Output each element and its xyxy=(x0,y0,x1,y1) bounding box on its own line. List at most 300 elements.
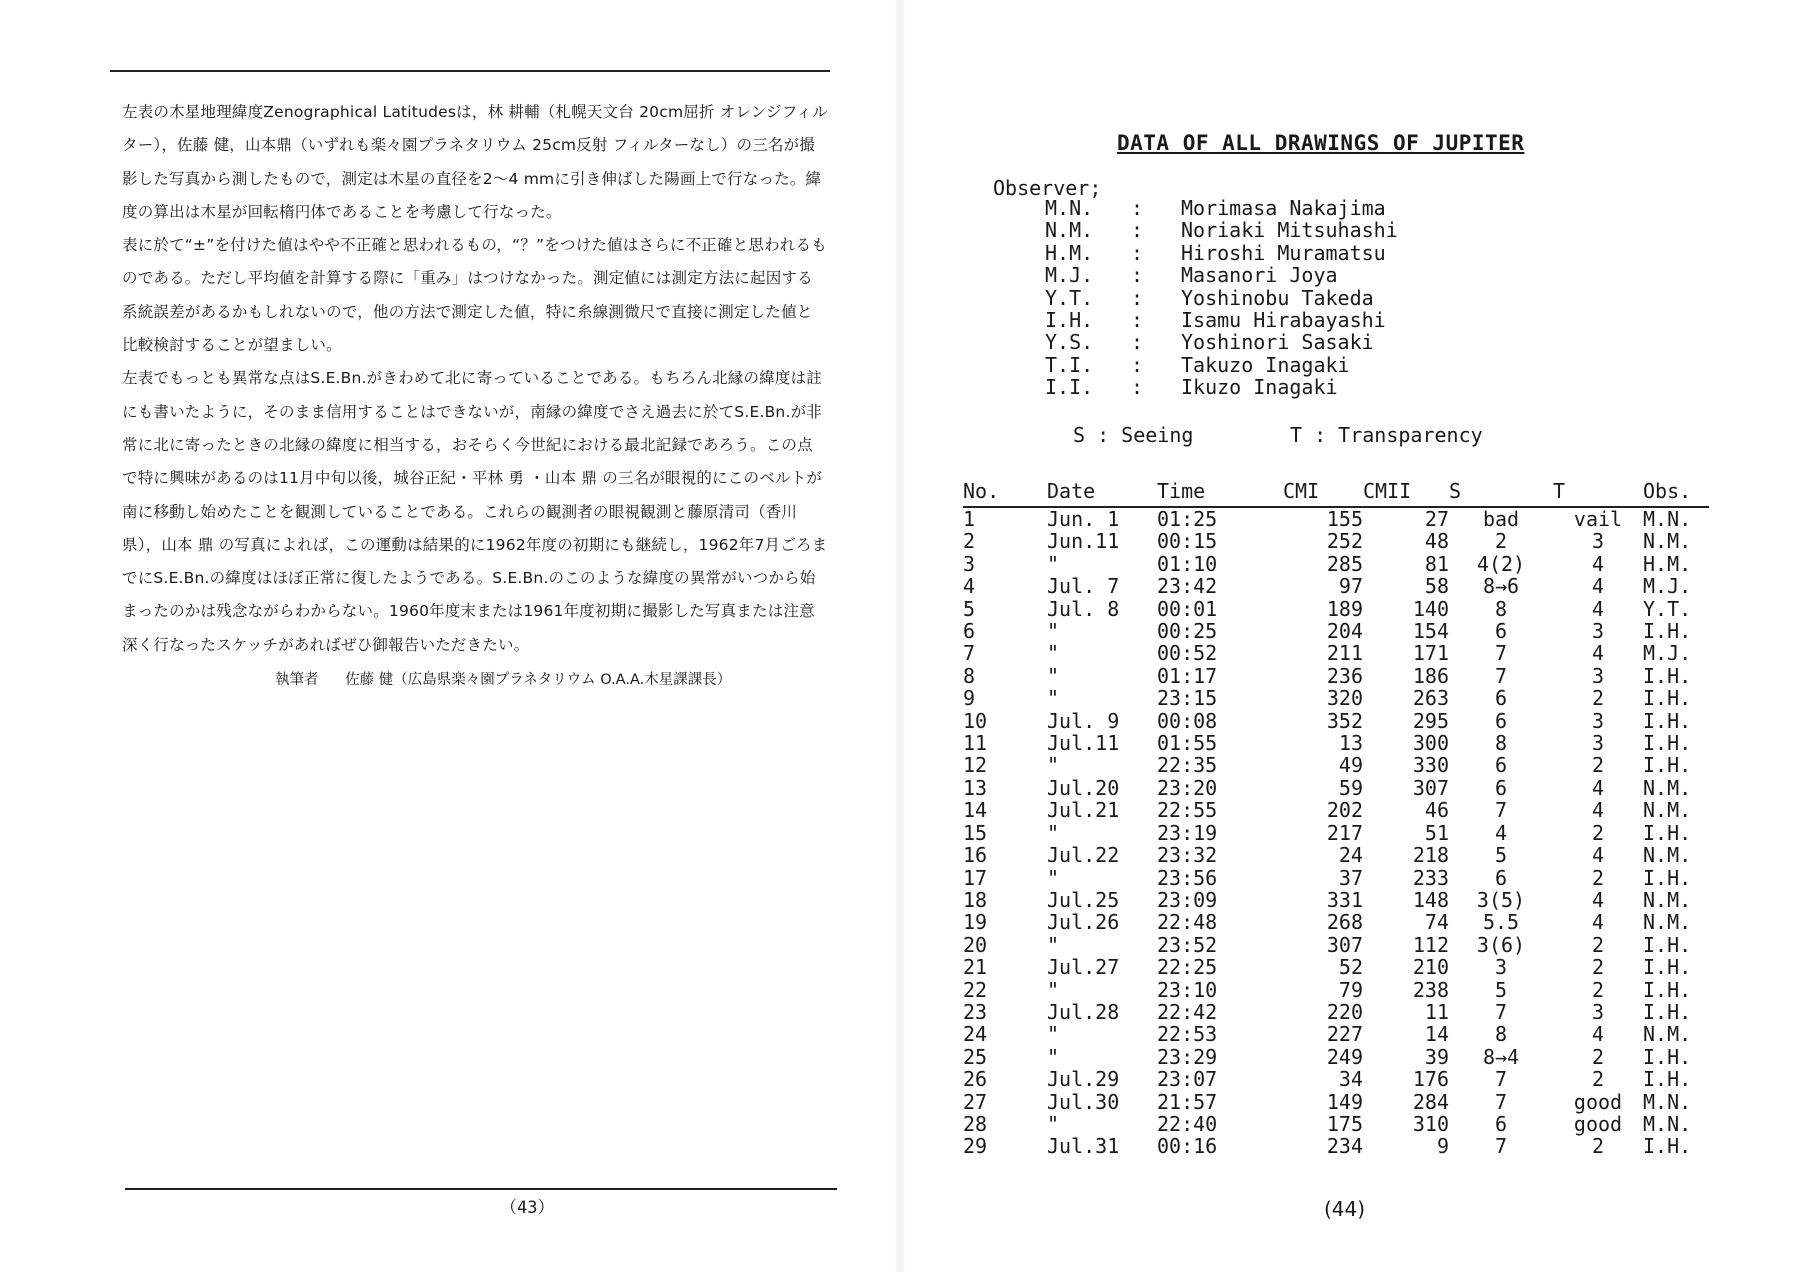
table-row xyxy=(963,934,1709,956)
col-header-seeing: S xyxy=(1449,476,1553,507)
cell-date: " xyxy=(1047,932,1060,957)
cell-no: 9 xyxy=(963,686,976,711)
cell-transparency: good xyxy=(1573,1111,1623,1136)
observer-name: Yoshinori Sasaki xyxy=(1181,330,1374,355)
cell-no: 21 xyxy=(963,955,988,980)
cell-observer: I.H. xyxy=(1643,731,1692,756)
cell-no: 27 xyxy=(963,1089,988,1114)
table-row xyxy=(963,911,1709,933)
paragraph-2: 表に於て“±”を付けた値はやや不正確と思われるもの，“？”をつけた値はさらに不正確と思われるものである。ただし平均値を計算する際に「重み」はつけなかった。測定値には測定方法に起因する系統誤差があるかもしれないので，他の方法で測定した値，特に糸線測微尺で直接に測定した値と比較検討することが望ましい。 xyxy=(122,236,827,355)
cell-no: 1 xyxy=(963,507,976,531)
observer-colon: : xyxy=(1131,285,1144,310)
cell-cmi: 49 xyxy=(1338,753,1363,778)
cell-cmii: 81 xyxy=(1424,551,1449,576)
cell-cmi: 149 xyxy=(1326,1089,1363,1114)
cell-cmi: 24 xyxy=(1338,843,1363,868)
table-row xyxy=(963,1091,1709,1113)
cell-date: " xyxy=(1047,865,1060,890)
cell-no: 22 xyxy=(963,977,988,1002)
cell-cmii: 310 xyxy=(1412,1111,1449,1136)
cell-cmi: 211 xyxy=(1326,641,1363,666)
cell-transparency: 4 xyxy=(1591,641,1605,666)
cell-transparency: 4 xyxy=(1591,551,1605,576)
observer-name: Ikuzo Inagaki xyxy=(1181,375,1338,400)
cell-no: 18 xyxy=(963,887,988,912)
cell-cmi: 155 xyxy=(1326,507,1363,531)
observer-name: Yoshinobu Takeda xyxy=(1181,285,1374,310)
observer-name: Masanori Joya xyxy=(1181,263,1338,288)
cell-cmi: 217 xyxy=(1326,820,1363,845)
cell-observer: M.N. xyxy=(1643,1089,1692,1114)
cell-transparency: 4 xyxy=(1591,887,1605,912)
cell-time: 23:42 xyxy=(1157,574,1218,599)
cell-cmi: 189 xyxy=(1326,596,1363,621)
table-header-row xyxy=(963,476,1709,507)
observer-colon: : xyxy=(1131,196,1144,220)
observer-colon: : xyxy=(1131,308,1144,333)
cell-date: Jun.11 xyxy=(1047,529,1120,554)
observer-colon: : xyxy=(1131,352,1144,377)
cell-no: 8 xyxy=(963,663,976,688)
cell-cmi: 97 xyxy=(1338,574,1363,599)
observer-abbr: Y.T. xyxy=(1045,285,1094,310)
observer-abbr: I.I. xyxy=(1045,375,1094,400)
cell-date: Jul. 9 xyxy=(1047,708,1120,733)
cell-cmi: 79 xyxy=(1338,977,1363,1002)
observer-heading: Observer; xyxy=(993,176,1102,200)
legend-seeing: S : Seeing xyxy=(1073,423,1194,447)
cell-cmii: 186 xyxy=(1412,663,1449,688)
cell-cmi: 227 xyxy=(1326,1022,1363,1047)
observer-abbr: M.J. xyxy=(1045,263,1094,288)
cell-seeing: 7 xyxy=(1494,1134,1508,1159)
cell-cmii: 330 xyxy=(1412,753,1449,778)
observer-row xyxy=(1045,242,1398,264)
cell-cmii: 11 xyxy=(1424,999,1449,1024)
cell-time: 22:42 xyxy=(1157,999,1218,1024)
table-row xyxy=(963,507,1709,530)
cell-time: 23:56 xyxy=(1157,865,1218,890)
observer-name: Morimasa Nakajima xyxy=(1181,196,1386,220)
cell-seeing: 7 xyxy=(1494,1067,1508,1092)
observer-row xyxy=(1045,219,1398,241)
cell-cmi: 307 xyxy=(1326,932,1363,957)
bottom-rule xyxy=(125,1188,837,1190)
cell-transparency: 3 xyxy=(1591,619,1605,644)
cell-time: 00:25 xyxy=(1157,619,1218,644)
table-row xyxy=(963,710,1709,732)
table-row xyxy=(963,575,1709,597)
cell-transparency: 4 xyxy=(1591,1022,1605,1047)
observer-abbr: M.N. xyxy=(1045,196,1094,220)
cell-cmi: 202 xyxy=(1326,798,1363,823)
cell-no: 25 xyxy=(963,1044,988,1069)
cell-seeing: 6 xyxy=(1494,775,1508,800)
cell-time: 23:10 xyxy=(1157,977,1218,1002)
cell-date: Jul. 8 xyxy=(1047,596,1120,621)
col-header-observer: Obs. xyxy=(1643,476,1709,507)
cell-time: 22:53 xyxy=(1157,1022,1218,1047)
table-row xyxy=(963,1113,1709,1135)
cell-no: 28 xyxy=(963,1111,988,1136)
cell-seeing: 3 xyxy=(1494,955,1508,980)
observer-name: Takuzo Inagaki xyxy=(1181,352,1350,377)
cell-transparency: vail xyxy=(1573,507,1623,531)
cell-cmi: 13 xyxy=(1338,731,1363,756)
cell-date: Jun. 1 xyxy=(1047,507,1120,531)
cell-cmi: 285 xyxy=(1326,551,1363,576)
cell-cmii: 112 xyxy=(1412,932,1449,957)
cell-no: 11 xyxy=(963,731,988,756)
cell-transparency: 2 xyxy=(1591,820,1605,845)
cell-date: " xyxy=(1047,663,1060,688)
cell-time: 23:09 xyxy=(1157,887,1218,912)
cell-observer: N.M. xyxy=(1643,1022,1692,1047)
cell-time: 23:32 xyxy=(1157,843,1218,868)
cell-no: 5 xyxy=(963,596,976,621)
cell-transparency: 3 xyxy=(1591,731,1605,756)
paragraph-1: 左表の木星地理緯度Zenographical Latitudesは，林 耕輔（札幌天文台 20cm屈折 オレンジフィルター），佐藤 健，山本鼎（いずれも楽々園プラネタリウム 25cm反射 フィルターなし）の三名が撮影した写真から測したもので，測定は木星の直径を2～4 mmに引き伸ばした陽画上で行なった。緯度の算出は木星が回転楕円体であることを考慮して行なった。 xyxy=(122,103,828,221)
cell-date: Jul. 7 xyxy=(1047,574,1120,599)
cell-cmii: 307 xyxy=(1412,775,1449,800)
cell-transparency: 2 xyxy=(1591,1134,1605,1159)
cell-seeing: 8→4 xyxy=(1482,1044,1520,1069)
cell-time: 23:29 xyxy=(1157,1044,1218,1069)
cell-time: 22:55 xyxy=(1157,798,1218,823)
cell-date: Jul.20 xyxy=(1047,775,1120,800)
cell-date: " xyxy=(1047,820,1060,845)
col-header-cmi: CMI xyxy=(1283,476,1363,507)
col-header-cmii: CMII xyxy=(1363,476,1449,507)
cell-time: 00:52 xyxy=(1157,641,1218,666)
cell-time: 23:20 xyxy=(1157,775,1218,800)
cell-time: 22:48 xyxy=(1157,910,1218,935)
table-row xyxy=(963,956,1709,978)
cell-transparency: 4 xyxy=(1591,574,1605,599)
cell-seeing: 7 xyxy=(1494,1089,1508,1114)
table-row xyxy=(963,867,1709,889)
observer-abbr: I.H. xyxy=(1045,308,1094,333)
cell-date: Jul.29 xyxy=(1047,1067,1120,1092)
cell-no: 19 xyxy=(963,910,988,935)
cell-observer: N.M. xyxy=(1643,843,1692,868)
cell-time: 22:40 xyxy=(1157,1111,1218,1136)
cell-time: 00:15 xyxy=(1157,529,1218,554)
cell-observer: I.H. xyxy=(1643,865,1692,890)
cell-transparency: 4 xyxy=(1591,910,1605,935)
cell-transparency: 2 xyxy=(1591,977,1605,1002)
cell-date: Jul.26 xyxy=(1047,910,1120,935)
cell-no: 13 xyxy=(963,775,988,800)
observer-list xyxy=(1045,197,1398,399)
cell-cmi: 320 xyxy=(1326,686,1363,711)
table-row xyxy=(963,642,1709,664)
cell-date: Jul.11 xyxy=(1047,731,1120,756)
cell-transparency: 2 xyxy=(1591,686,1605,711)
cell-observer: N.M. xyxy=(1643,910,1692,935)
legend-transparency: T : Transparency xyxy=(1290,423,1483,447)
cell-no: 26 xyxy=(963,1067,988,1092)
observer-row xyxy=(1045,376,1398,398)
cell-date: " xyxy=(1047,1111,1060,1136)
cell-seeing: 6 xyxy=(1494,686,1508,711)
cell-cmi: 252 xyxy=(1326,529,1363,554)
cell-cmi: 236 xyxy=(1326,663,1363,688)
cell-cmii: 284 xyxy=(1412,1089,1449,1114)
cell-cmi: 37 xyxy=(1338,865,1363,890)
cell-seeing: 3(6) xyxy=(1476,932,1526,957)
cell-cmii: 176 xyxy=(1412,1067,1449,1092)
cell-no: 29 xyxy=(963,1134,988,1159)
cell-no: 23 xyxy=(963,999,988,1024)
col-header-date: Date xyxy=(1047,476,1157,507)
cell-transparency: 4 xyxy=(1591,775,1605,800)
cell-seeing: 6 xyxy=(1494,1111,1508,1136)
cell-cmii: 148 xyxy=(1412,887,1449,912)
cell-seeing: 6 xyxy=(1494,753,1508,778)
cell-observer: Y.T. xyxy=(1643,596,1692,621)
cell-time: 23:15 xyxy=(1157,686,1218,711)
table-row xyxy=(963,732,1709,754)
cell-transparency: 3 xyxy=(1591,529,1605,554)
cell-observer: I.H. xyxy=(1643,1134,1692,1159)
cell-cmii: 233 xyxy=(1412,865,1449,890)
cell-observer: N.M. xyxy=(1643,798,1692,823)
cell-observer: M.J. xyxy=(1643,574,1692,599)
cell-no: 2 xyxy=(963,529,976,554)
cell-transparency: 4 xyxy=(1591,596,1605,621)
cell-observer: I.H. xyxy=(1643,663,1692,688)
cell-cmi: 34 xyxy=(1338,1067,1363,1092)
cell-cmi: 59 xyxy=(1338,775,1363,800)
cell-time: 01:25 xyxy=(1157,507,1218,531)
cell-transparency: 2 xyxy=(1591,955,1605,980)
cell-date: " xyxy=(1047,753,1060,778)
observer-colon: : xyxy=(1131,263,1144,288)
author-label: 執筆者 xyxy=(275,672,319,688)
cell-seeing: 5 xyxy=(1494,977,1508,1002)
cell-seeing: 8 xyxy=(1494,1022,1508,1047)
cell-seeing: 7 xyxy=(1494,641,1508,666)
cell-date: Jul.28 xyxy=(1047,999,1120,1024)
cell-date: Jul.22 xyxy=(1047,843,1120,868)
cell-cmi: 352 xyxy=(1326,708,1363,733)
table-row xyxy=(963,687,1709,709)
cell-date: " xyxy=(1047,551,1060,576)
cell-cmii: 210 xyxy=(1412,955,1449,980)
cell-cmii: 295 xyxy=(1412,708,1449,733)
cell-cmi: 220 xyxy=(1326,999,1363,1024)
cell-cmii: 171 xyxy=(1412,641,1449,666)
cell-transparency: 4 xyxy=(1591,798,1605,823)
cell-no: 6 xyxy=(963,619,976,644)
japanese-body-text xyxy=(122,96,828,662)
cell-time: 21:57 xyxy=(1157,1089,1218,1114)
cell-no: 3 xyxy=(963,551,976,576)
cell-seeing: 3(5) xyxy=(1476,887,1526,912)
cell-transparency: 3 xyxy=(1591,663,1605,688)
page-title: DATA OF ALL DRAWINGS OF JUPITER xyxy=(1117,131,1525,155)
cell-observer: M.J. xyxy=(1643,641,1692,666)
table-row xyxy=(963,1046,1709,1068)
cell-observer: N.M. xyxy=(1643,529,1692,554)
table-body xyxy=(963,507,1709,1158)
cell-cmi: 249 xyxy=(1326,1044,1363,1069)
cell-transparency: 2 xyxy=(1591,753,1605,778)
cell-time: 23:19 xyxy=(1157,820,1218,845)
table-row xyxy=(963,777,1709,799)
cell-transparency: 2 xyxy=(1591,865,1605,890)
cell-no: 16 xyxy=(963,843,988,868)
cell-date: Jul.25 xyxy=(1047,887,1120,912)
table-row xyxy=(963,553,1709,575)
table-row xyxy=(963,1023,1709,1045)
observer-colon: : xyxy=(1131,218,1144,243)
cell-time: 23:52 xyxy=(1157,932,1218,957)
cell-seeing: 7 xyxy=(1494,798,1508,823)
cell-transparency: 4 xyxy=(1591,843,1605,868)
cell-cmii: 58 xyxy=(1424,574,1449,599)
cell-cmi: 175 xyxy=(1326,1111,1363,1136)
drawings-table xyxy=(963,476,1709,1158)
cell-cmii: 27 xyxy=(1424,507,1449,531)
cell-no: 12 xyxy=(963,753,988,778)
cell-transparency: 3 xyxy=(1591,999,1605,1024)
cell-cmii: 154 xyxy=(1412,619,1449,644)
cell-seeing: 6 xyxy=(1494,708,1508,733)
page-number-right: (44) xyxy=(1324,1197,1366,1221)
author-name: 佐藤 健（広島県楽々園プラネタリウム O.A.A.木星課課長） xyxy=(345,672,732,688)
cell-time: 22:25 xyxy=(1157,955,1218,980)
cell-observer: I.H. xyxy=(1643,932,1692,957)
cell-no: 10 xyxy=(963,708,988,733)
cell-seeing: 6 xyxy=(1494,865,1508,890)
cell-transparency: 2 xyxy=(1591,1044,1605,1069)
cell-observer: I.H. xyxy=(1643,619,1692,644)
table-row xyxy=(963,822,1709,844)
cell-transparency: 3 xyxy=(1591,708,1605,733)
cell-seeing: 8→6 xyxy=(1482,574,1520,599)
left-page xyxy=(0,0,880,1272)
cell-cmii: 51 xyxy=(1424,820,1449,845)
table-row xyxy=(963,598,1709,620)
cell-observer: I.H. xyxy=(1643,1044,1692,1069)
cell-transparency: 2 xyxy=(1591,1067,1605,1092)
cell-observer: I.H. xyxy=(1643,977,1692,1002)
cell-seeing: 7 xyxy=(1494,663,1508,688)
cell-date: " xyxy=(1047,686,1060,711)
cell-date: " xyxy=(1047,619,1060,644)
cell-date: " xyxy=(1047,1044,1060,1069)
table-row xyxy=(963,979,1709,1001)
observer-row xyxy=(1045,264,1398,286)
cell-observer: I.H. xyxy=(1643,753,1692,778)
cell-no: 17 xyxy=(963,865,988,890)
cell-cmii: 300 xyxy=(1412,731,1449,756)
cell-cmii: 9 xyxy=(1436,1134,1449,1159)
cell-no: 14 xyxy=(963,798,988,823)
observer-abbr: Y.S. xyxy=(1045,330,1094,355)
table-row xyxy=(963,889,1709,911)
cell-date: " xyxy=(1047,1022,1060,1047)
cell-no: 24 xyxy=(963,1022,988,1047)
cell-seeing: 8 xyxy=(1494,596,1508,621)
table-row xyxy=(963,754,1709,776)
cell-observer: M.N. xyxy=(1643,1111,1692,1136)
cell-time: 22:35 xyxy=(1157,753,1218,778)
cell-transparency: 2 xyxy=(1591,932,1605,957)
cell-seeing: 5 xyxy=(1494,843,1508,868)
cell-date: " xyxy=(1047,977,1060,1002)
cell-date: Jul.27 xyxy=(1047,955,1120,980)
top-rule xyxy=(110,70,830,72)
cell-observer: M.N. xyxy=(1643,507,1692,531)
cell-observer: I.H. xyxy=(1643,686,1692,711)
cell-cmi: 268 xyxy=(1326,910,1363,935)
author-line xyxy=(275,668,835,689)
table-row xyxy=(963,620,1709,642)
observer-colon: : xyxy=(1131,375,1144,400)
observer-name: Noriaki Mitsuhashi xyxy=(1181,218,1398,243)
cell-cmi: 331 xyxy=(1326,887,1363,912)
cell-cmii: 14 xyxy=(1424,1022,1449,1047)
cell-observer: H.M. xyxy=(1643,551,1692,576)
cell-cmi: 234 xyxy=(1326,1134,1363,1159)
cell-seeing: bad xyxy=(1482,507,1520,531)
observer-row xyxy=(1045,287,1398,309)
observer-abbr: N.M. xyxy=(1045,218,1094,243)
cell-seeing: 6 xyxy=(1494,619,1508,644)
cell-no: 15 xyxy=(963,820,988,845)
cell-cmii: 140 xyxy=(1412,596,1449,621)
cell-observer: N.M. xyxy=(1643,887,1692,912)
observer-colon: : xyxy=(1131,240,1144,265)
cell-no: 4 xyxy=(963,574,976,599)
cell-cmii: 39 xyxy=(1424,1044,1449,1069)
col-header-no: No. xyxy=(963,476,1047,507)
col-header-transparency: T xyxy=(1553,476,1643,507)
observer-colon: : xyxy=(1131,330,1144,355)
cell-no: 20 xyxy=(963,932,988,957)
cell-cmii: 218 xyxy=(1412,843,1449,868)
cell-observer: I.H. xyxy=(1643,1067,1692,1092)
table-row xyxy=(963,1001,1709,1023)
cell-transparency: good xyxy=(1573,1089,1623,1114)
cell-seeing: 8 xyxy=(1494,731,1508,756)
cell-time: 00:08 xyxy=(1157,708,1218,733)
paragraph-3: 左表でもっとも異常な点はS.E.Bn.がきわめて北に寄っていることである。もちろん北縁の緯度は註にも書いたように，そのまま信用することはできないが，南縁の緯度でさえ過去に於てS.E.Bn.が非常に北に寄ったときの北縁の緯度に相当する，おそらく今世紀における最北記録であろう。この点で特に興味があるのは11月中旬以後，城谷正紀・平林 勇 ・山本 鼎 の三名が眼視的にこのベルトが南に移動し始めたことを観測していることである。これらの観測者の眼視観測と藤原清司（香川県），山本 鼎 の写真によれば，この運動は結果的に1962年度の初期にも継続し，1962年7月ごろまでにS.E.Bn.の緯度はほぼ正常に復したようである。S.E.Bn.のこのような緯度の異常がいつから始まったのかは残念ながらわからない。1960年度末または1961年度初期に撮影した写真または注意深く行なったスケッチがあればぜひ御報告いただきたい。 xyxy=(122,369,828,654)
cell-date: Jul.30 xyxy=(1047,1089,1120,1114)
cell-seeing: 4(2) xyxy=(1476,551,1526,576)
cell-seeing: 4 xyxy=(1494,820,1508,845)
table-row xyxy=(963,844,1709,866)
cell-cmii: 46 xyxy=(1424,798,1449,823)
table-row xyxy=(963,1068,1709,1090)
cell-cmii: 48 xyxy=(1424,529,1449,554)
page-number-left: （43） xyxy=(500,1198,555,1218)
observer-row xyxy=(1045,354,1398,376)
observer-abbr: H.M. xyxy=(1045,240,1094,265)
cell-time: 23:07 xyxy=(1157,1067,1218,1092)
cell-cmii: 263 xyxy=(1412,686,1449,711)
cell-time: 01:10 xyxy=(1157,551,1218,576)
cell-seeing: 5.5 xyxy=(1482,910,1520,935)
cell-date: Jul.31 xyxy=(1047,1134,1120,1159)
observer-abbr: T.I. xyxy=(1045,352,1094,377)
cell-cmii: 238 xyxy=(1412,977,1449,1002)
cell-time: 01:55 xyxy=(1157,731,1218,756)
table-row xyxy=(963,530,1709,552)
